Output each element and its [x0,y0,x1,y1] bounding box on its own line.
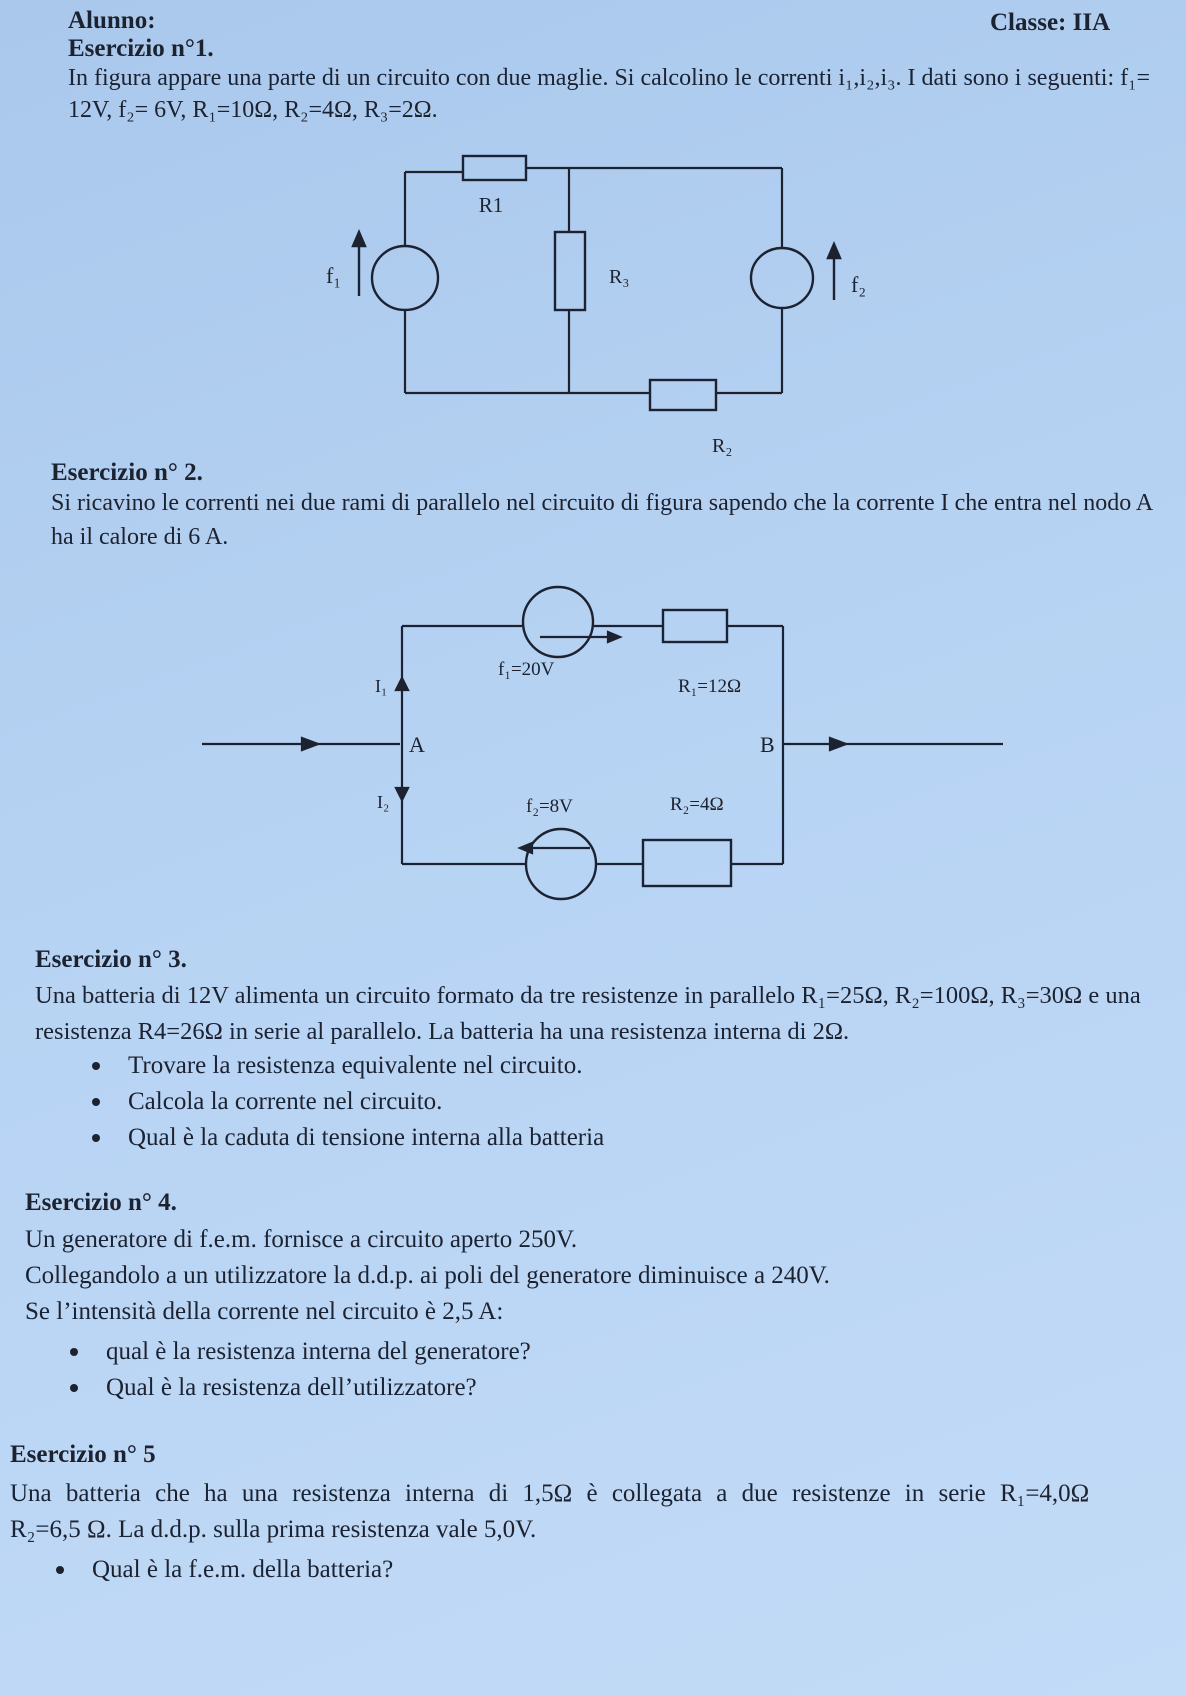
label-f2-8v: f₂=8V [526,796,573,817]
list-item: Trovare la resistenza equivalente nel circuito. [72,1048,604,1084]
label-r2: R₂ [712,435,733,457]
label-f1-20v: f₁=20V [498,659,555,680]
arrow-out [830,738,846,750]
exercise-4-list [50,1334,531,1406]
exercise-4-line-3: Se l’intensità della corrente nel circuito è 2,5 A: [25,1298,504,1325]
label-r3: R₃ [609,266,630,288]
exercise-4-line-2: Collegandolo a un utilizzatore la d.d.p. ai poli del generatore diminuisce a 240V. [25,1262,830,1289]
label-r1: R1 [478,193,504,217]
exercise-5-text-1: Una batteria che ha una resistenza interna di 1,5Ω è collegata a due resistenze in serie R₁=4,0Ω [10,1480,1090,1507]
label-f2: f₂ [851,272,866,297]
arrow-f2 [828,244,840,300]
exercise-3-title: Esercizio n° 3. [35,946,187,973]
list-item: qual è la resistenza interna del generatore? [50,1334,531,1370]
label-i2: I₂ [377,792,390,812]
exercise-5-list [36,1552,393,1588]
arrow-in [302,738,318,750]
label-i1: I₁ [375,676,388,696]
resistor-r1 [463,156,526,180]
generator-f1 [372,246,438,310]
label-r1-12ohm: R₁=12Ω [678,676,742,697]
generator-f2-bottom [526,829,596,899]
arrow-i2 [396,788,408,800]
exercise-2-title: Esercizio n° 2. [51,459,203,486]
exercise-5-title: Esercizio n° 5 [10,1441,156,1468]
generator-f2 [751,248,813,308]
label-node-a: A [409,732,425,757]
arrow-i1 [396,678,408,690]
label-r2-4ohm: R₂=4Ω [670,794,724,815]
exercise-1-title: Esercizio n°1. [68,35,214,62]
resistor-r1-top [663,610,727,642]
class-label: Classe: IIA [990,9,1111,36]
label-f1: f₁ [326,263,341,288]
exercise-1-text: In figura appare una parte di un circuito con due maglie. Si calcolino le correnti i₁,i₂,i₃. I dati sono i seguenti: f₁= 12V, f₂= 6V, R₁=10Ω, R₂=4Ω, R₃=2Ω. [68,65,1151,123]
list-item: Qual è la f.e.m. della batteria? [36,1552,393,1588]
label-node-b: B [760,732,775,757]
generator-f1-top [523,587,593,657]
list-item: Qual è la caduta di tensione interna alla batteria [72,1120,604,1156]
exercise-4-line-1: Un generatore di f.e.m. fornisce a circuito aperto 250V. [25,1226,578,1253]
arrow-f1 [353,232,365,296]
student-label: Alunno: [68,7,156,34]
resistor-r2-bottom [643,840,731,886]
exercise-2-text: Si ricavino le correnti nei due rami di parallelo nel circuito di figura sapendo che la corrente I che entra nel nodo A ha il calore di 6 A. [51,490,1152,550]
resistor-r3 [555,232,585,310]
list-item: Calcola la corrente nel circuito. [72,1084,604,1120]
exercise-3-text: Una batteria di 12V alimenta un circuito formato da tre resistenze in parallelo R₁=25Ω, R₂=100Ω, R₃=30Ω e una resistenza R4=26Ω in serie al parallelo. La batteria ha una resistenza interna di 2Ω. [35,982,1141,1045]
exercise-5-text-2: R₂=6,5 Ω. La d.d.p. sulla prima resistenza vale 5,0V. [10,1516,537,1543]
resistor-r2 [650,380,716,410]
exercise-4-title: Esercizio n° 4. [25,1189,177,1216]
exercise-3-list [72,1048,604,1156]
list-item: Qual è la resistenza dell’utilizzatore? [50,1370,531,1406]
